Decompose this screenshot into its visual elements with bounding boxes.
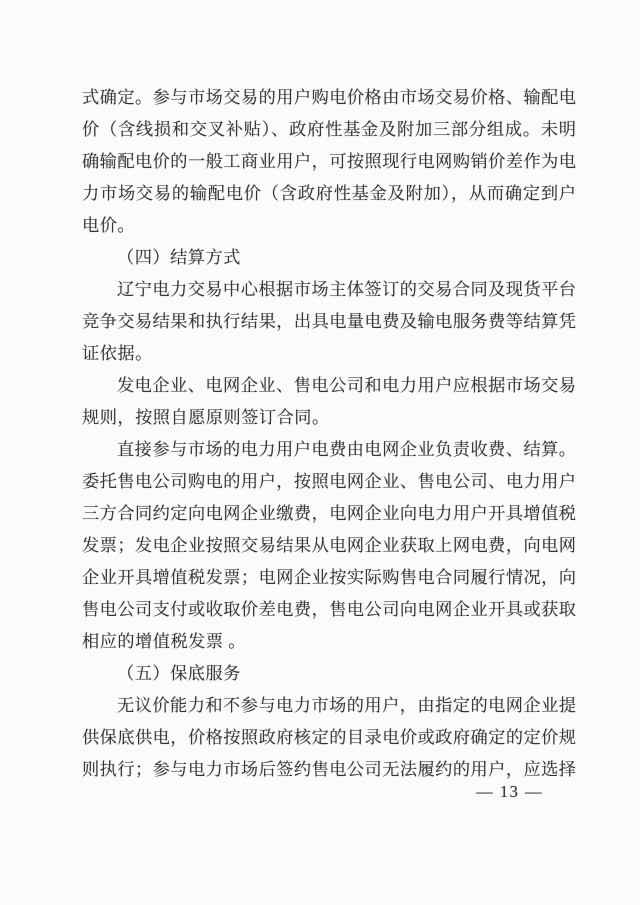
text-line: 力市场交易的输配电价（含政府性基金及附加），从而确定到户 <box>82 184 576 203</box>
text-line: 直接参与市场的电力用户电费由电网企业负责收费、结算。 <box>117 440 576 459</box>
text-line: 售电公司支付或收取价差电费，售电公司向电网企业开具或获取 <box>82 600 576 619</box>
text-line: 确输配电价的一般工商业用户，可按照现行电网购销价差作为电 <box>82 152 576 171</box>
text-line: 三方合同约定向电网企业缴费，电网企业向电力用户开具增值税 <box>82 504 576 523</box>
text-line: 企业开具增值税发票；电网企业按实际购售电合同履行情况，向 <box>82 568 576 587</box>
text-line: 委托售电公司购电的用户，按照电网企业、售电公司、电力用户 <box>82 472 576 491</box>
text-line: （五）保底服务 <box>117 664 241 683</box>
text-line: 价（含线损和交叉补贴）、政府性基金及附加三部分组成。未明 <box>82 120 576 139</box>
text-line: （四）结算方式 <box>117 248 241 267</box>
text-line: 发电企业、电网企业、售电公司和电力用户应根据市场交易 <box>117 376 576 395</box>
text-line: 辽宁电力交易中心根据市场主体签订的交易合同及现货平台 <box>117 280 576 299</box>
text-line: 则执行；参与电力市场后签约售电公司无法履约的用户，应选择 <box>82 760 576 779</box>
text-line: 无议价能力和不参与电力市场的用户，由指定的电网企业提 <box>117 696 576 715</box>
text-line: 相应的增值税发票 。 <box>82 632 246 651</box>
text-line: 电价。 <box>82 216 136 235</box>
text-line: 式确定。参与市场交易的用户购电价格由市场交易价格、输配电 <box>82 88 576 107</box>
text-line: 供保底供电，价格按照政府核定的目录电价或政府确定的定价规 <box>82 728 576 747</box>
page-number: — 13 — <box>476 782 543 801</box>
text-line: 竞争交易结果和执行结果，出具电量电费及输电服务费等结算凭 <box>82 312 576 331</box>
text-line: 证依据。 <box>82 344 153 363</box>
text-line: 规则，按照自愿原则签订合同。 <box>82 408 330 427</box>
text-line: 发票；发电企业按照交易结果从电网企业获取上网电费，向电网 <box>82 536 576 555</box>
document-text-block <box>82 82 576 786</box>
